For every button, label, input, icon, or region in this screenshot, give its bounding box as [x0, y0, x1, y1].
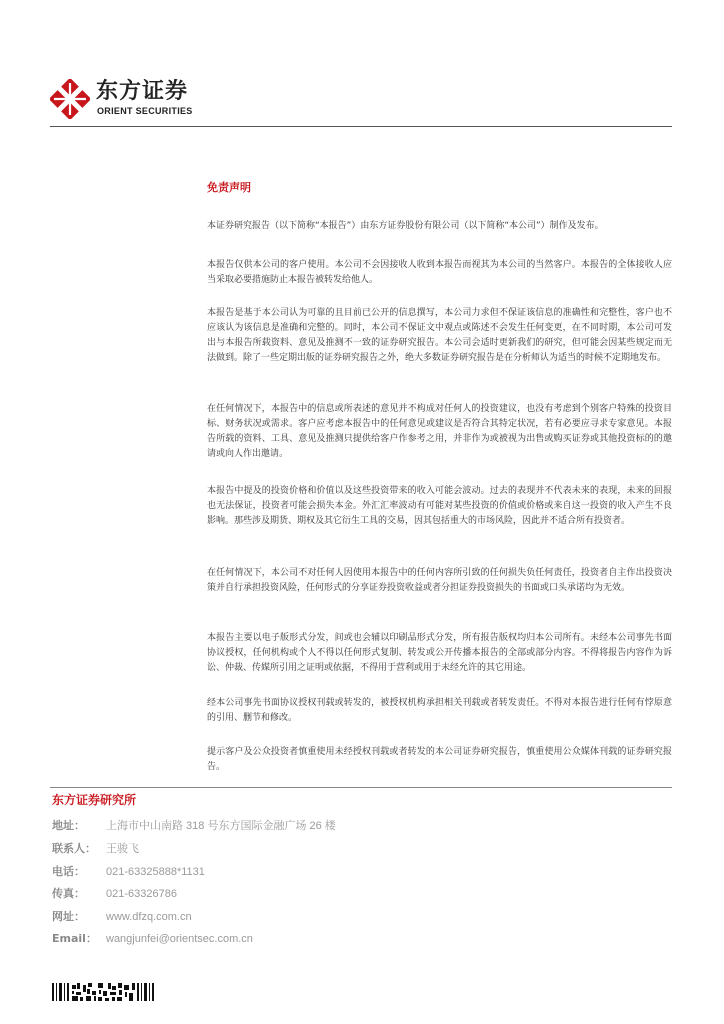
contact-value: 王骏飞: [106, 843, 139, 855]
contact-value[interactable]: www.dfzq.com.cn: [106, 911, 192, 923]
disclaimer-paragraph: 本报告中提及的投资价格和价值以及这些投资带来的收入可能会波动。过去的表现并不代表未来的表现，未来的回报也无法保证，投资者可能会损失本金。外汇汇率波动有可能对某些投资的价值或价格或来自这一投资的收入产生不良影响。那些涉及期货、期权及其它衍生工具的交易，因其包括重大的市场风险，因此并不适合所有投资者。: [207, 486, 672, 526]
contact-label: 电话：: [52, 865, 85, 878]
header-divider: [50, 126, 672, 127]
company-logo: [50, 77, 210, 121]
disclaimer-title: 免责声明: [207, 181, 251, 194]
disclaimer-paragraph: 在任何情况下，本公司不对任何人因使用本报告中的任何内容所引致的任何损失负任何责任，投资者自主作出投资决策并自行承担投资风险，任何形式的分享证券投资收益或者分担证券投资损失的书面或口头承诺均为无效。: [207, 568, 672, 593]
disclaimer-paragraph: 本证券研究报告（以下简称“本报告”）由东方证券股份有限公司（以下简称“本公司”）制作及发布。: [207, 221, 604, 231]
disclaimer-paragraph: 经本公司事先书面协议授权刊载或转发的，被授权机构承担相关刊载或者转发责任。不得对本报告进行任何有悖原意的引用、删节和修改。: [207, 698, 672, 723]
orient-securities-logo-icon: [50, 79, 90, 119]
contact-value: 上海市中山南路 318 号东方国际金融广场 26 楼: [106, 820, 336, 832]
disclaimer-paragraph: 提示客户及公众投资者慎重使用未经授权刊载或者转发的本公司证券研究报告，慎重使用公众媒体刊载的证券研究报告。: [207, 747, 672, 772]
contact-label: 地址：: [52, 819, 85, 832]
contact-value: 021-63325888*1131: [106, 866, 205, 878]
contact-value[interactable]: wangjunfei@orientsec.com.cn: [106, 933, 253, 945]
logo-english-name: ORIENT SECURITIES: [97, 106, 193, 116]
disclaimer-paragraph: 本报告主要以电子版形式分发，间或也会辅以印刷品形式分发，所有报告版权均归本公司所有。未经本公司事先书面协议授权，任何机构或个人不得以任何形式复制、转发或公开传播本报告的全部或部分内容。不得将报告内容作为诉讼、仲裁、传媒所引用之证明或依据，不得用于营利或用于未经允许的其它用途。: [207, 633, 672, 673]
contact-label: 网址：: [52, 910, 85, 923]
barcode-icon: [52, 983, 172, 1001]
contact-value: 021-63326786: [106, 888, 177, 900]
disclaimer-paragraph: 在任何情况下，本报告中的信息或所表述的意见并不构成对任何人的投资建议，也没有考虑到个别客户特殊的投资目标、财务状况或需求。客户应考虑本报告中的任何意见或建议是否符合其特定状况，若有必要应寻求专家意见。本报告所载的资料、工具、意见及推测只提供给客户作参考之用，并非作为或被视为出售或购买证券或其他投资标的的邀请或向人作出邀请。: [207, 404, 672, 459]
disclaimer-paragraph: 本报告是基于本公司认为可靠的且目前已公开的信息撰写，本公司力求但不保证该信息的准确性和完整性，客户也不应该认为该信息是准确和完整的。同时，本公司不保证文中观点或陈述不会发生任何变更，在不同时期，本公司可发出与本报告所载资料、意见及推测不一致的证券研究报告。本公司会适时更新我们的研究，但可能会因某些规定而无法做到。除了一些定期出版的证券研究报告之外，绝大多数证券研究报告是在分析师认为适当的时候不定期地发布。: [207, 308, 672, 363]
contact-label: Email：: [52, 932, 97, 945]
logo-chinese-name: 东方证券: [96, 79, 189, 104]
contact-label: 传真：: [52, 887, 85, 900]
research-institute-name: 东方证券研究所: [52, 793, 137, 807]
contact-label: 联系人：: [52, 842, 96, 855]
footer-divider: [50, 787, 672, 788]
disclaimer-paragraph: 本报告仅供本公司的客户使用。本公司不会因接收人收到本报告而视其为本公司的当然客户。本报告的全体接收人应当采取必要措施防止本报告被转发给他人。: [207, 260, 672, 285]
